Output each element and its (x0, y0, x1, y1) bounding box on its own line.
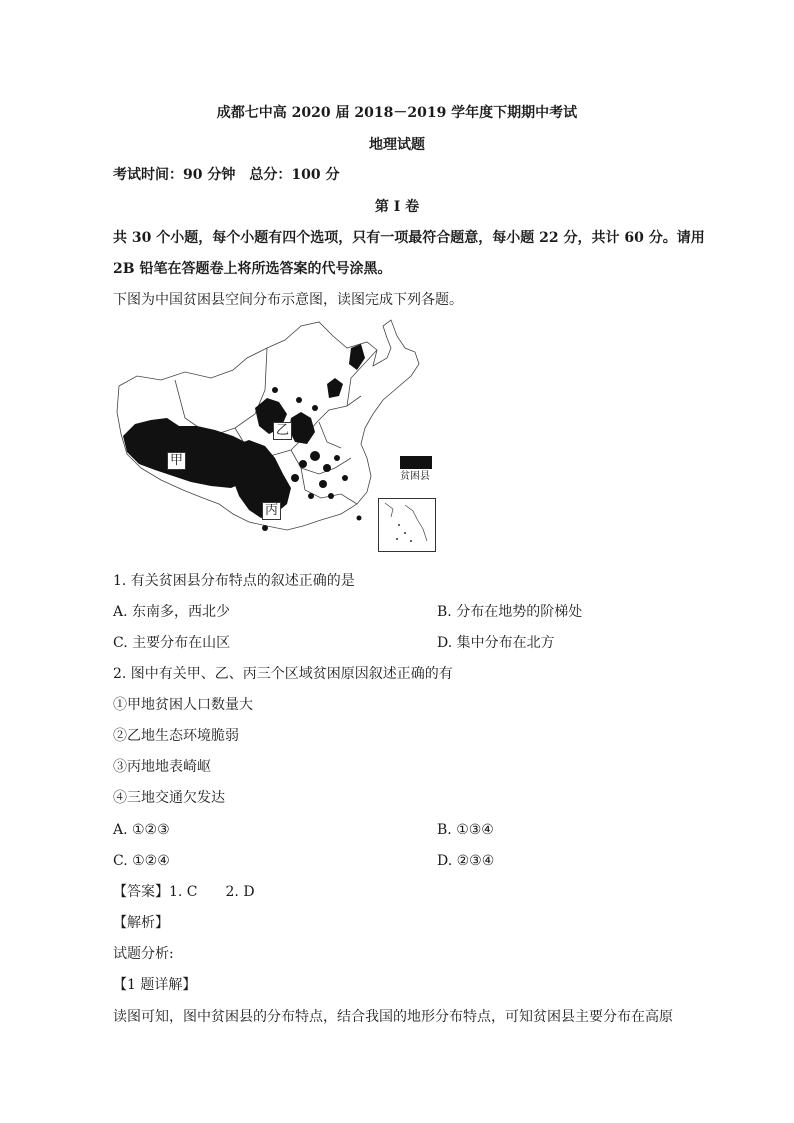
q1-detail-title: 【1 题详解】 (113, 977, 197, 993)
q2-option-a: A. ①②③ (113, 822, 170, 838)
q2-option-c: C. ①②④ (113, 853, 170, 869)
instructions-line-2: 2B 铅笔在答题卷上将所选答案的代号涂黑。 (113, 261, 392, 277)
analysis-intro: 试题分析: (113, 946, 174, 962)
intro-text: 下图为中国贫困县空间分布示意图，读图完成下列各题。 (113, 292, 463, 308)
south-china-sea-inset (378, 498, 436, 552)
exam-info: 考试时间：90 分钟 总分：100 分 (113, 167, 340, 183)
legend-swatch (400, 456, 432, 469)
section-title: 第 I 卷 (374, 199, 420, 215)
north-region (327, 378, 343, 398)
region-label-yi: 乙 (273, 422, 292, 440)
q1-option-c: C. 主要分布在山区 (113, 635, 231, 651)
q1-detail-text: 读图可知，图中贫困县的分布特点，结合我国的地形分布特点，可知贫困县主要分布在高原 (113, 1009, 673, 1025)
q2-statement-3: ③丙地地表崎岖 (113, 759, 211, 775)
q1-option-b: B. 分布在地势的阶梯处 (437, 604, 583, 620)
region-label-jia: 甲 (167, 452, 186, 470)
q2-stem: 2. 图中有关甲、乙、丙三个区域贫困原因叙述正确的有 (113, 666, 453, 682)
inset-islands (379, 499, 435, 551)
q2-option-b: B. ①③④ (437, 822, 494, 838)
analysis-title: 【解析】 (113, 915, 169, 931)
exam-title: 成都七中高 2020 届 2018－2019 学年度下期期中考试 (216, 105, 578, 121)
northeast-region (349, 344, 365, 370)
poverty-county-areas (123, 344, 365, 531)
q2-statement-2: ②乙地生态环境脆弱 (113, 728, 239, 744)
region-label-bing: 丙 (262, 502, 281, 520)
q1-stem: 1. 有关贫困县分布特点的叙述正确的是 (113, 573, 355, 589)
subject-title: 地理试题 (369, 137, 425, 153)
instructions-line-1: 共 30 个小题，每个小题有四个选项，只有一项最符合题意，每小题 22 分，共计 60 分。请用 (113, 230, 705, 246)
legend-label: 贫困县 (400, 471, 430, 482)
q2-statement-1: ①甲地贫困人口数量大 (113, 697, 253, 713)
q2-option-d: D. ②③④ (437, 853, 495, 869)
central-region (289, 412, 315, 444)
q1-option-d: D. 集中分布在北方 (437, 635, 555, 651)
q2-statement-4: ④三地交通欠发达 (113, 790, 225, 806)
q1-option-a: A. 东南多，西北少 (113, 604, 231, 620)
answer-line: 【答案】1. C 2. D (113, 884, 255, 900)
